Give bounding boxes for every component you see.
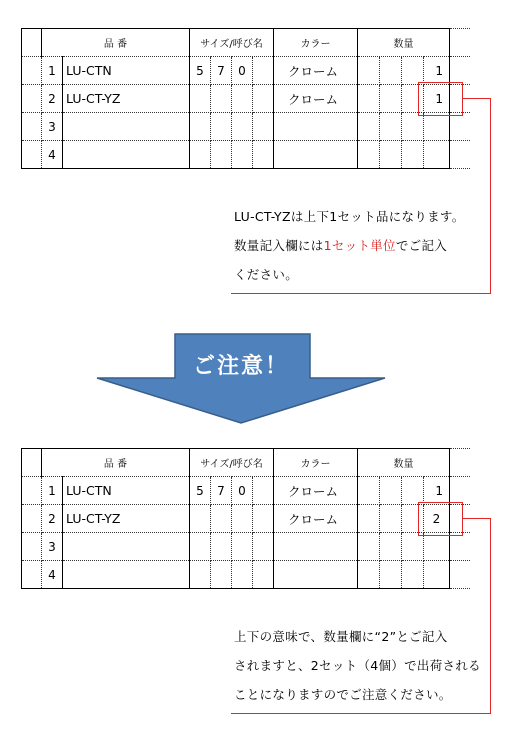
table-row xyxy=(22,113,470,141)
table-row xyxy=(22,533,470,561)
header-color: カラー xyxy=(274,29,358,57)
note-line: されますと、2セット（4個）で出荷される xyxy=(234,658,481,673)
table-row xyxy=(22,85,470,113)
callout-connector xyxy=(462,98,491,99)
quantity-highlight-box xyxy=(418,82,463,116)
size-cell: 7 xyxy=(211,477,232,505)
size-cell: 0 xyxy=(232,477,253,505)
table-row xyxy=(22,477,470,505)
callout-connector xyxy=(231,713,491,714)
size-cell: 5 xyxy=(190,57,211,85)
callout-connector xyxy=(462,518,491,519)
row-number: 1 xyxy=(42,477,63,505)
table-row xyxy=(22,505,470,533)
row-number: 2 xyxy=(42,85,63,113)
header-color: カラー xyxy=(274,449,358,477)
row-number: 4 xyxy=(42,141,63,169)
header-quantity: 数量 xyxy=(358,449,450,477)
note-line: 数量記入欄には1セット単位でご記入 xyxy=(234,238,448,253)
color-cell: クローム xyxy=(274,85,358,113)
size-cell: 0 xyxy=(232,57,253,85)
quantity-cell: 2 xyxy=(424,505,450,533)
product-code: LU-CTN xyxy=(63,477,190,505)
note-line: 上下の意味で、数量欄に“2”とご記入 xyxy=(234,629,448,644)
caution-text: ご注意！ xyxy=(192,354,289,379)
table-header-row xyxy=(22,29,470,57)
table-header-row xyxy=(22,449,470,477)
note-emphasis: 1セット単位 xyxy=(323,238,396,253)
quantity-cell: 1 xyxy=(424,477,450,505)
order-table-after xyxy=(21,448,470,589)
callout-connector xyxy=(231,293,491,294)
row-number: 1 xyxy=(42,57,63,85)
note-line: LU-CT-YZは上下1セット品になります。 xyxy=(234,209,465,224)
size-cell: 5 xyxy=(190,477,211,505)
row-number: 3 xyxy=(42,533,63,561)
note-before xyxy=(234,202,465,289)
product-code: LU-CT-YZ xyxy=(63,85,190,113)
size-cell: 7 xyxy=(211,57,232,85)
color-cell: クローム xyxy=(274,477,358,505)
note-after xyxy=(234,622,481,709)
note-line: ください。 xyxy=(234,267,299,282)
header-product-no: 品 番 xyxy=(42,449,190,477)
header-size: サイズ/呼び名 xyxy=(190,29,274,57)
table-row xyxy=(22,57,470,85)
caution-arrow xyxy=(96,333,386,425)
color-cell: クローム xyxy=(274,505,358,533)
header-quantity: 数量 xyxy=(358,29,450,57)
quantity-highlight-box xyxy=(418,502,463,536)
table-row xyxy=(22,141,470,169)
row-number: 3 xyxy=(42,113,63,141)
product-code: LU-CT-YZ xyxy=(63,505,190,533)
color-cell: クローム xyxy=(274,57,358,85)
header-size: サイズ/呼び名 xyxy=(190,449,274,477)
header-product-no: 品 番 xyxy=(42,29,190,57)
quantity-cell: 1 xyxy=(424,57,450,85)
order-table-before xyxy=(21,28,470,169)
table-row xyxy=(22,561,470,589)
callout-connector xyxy=(490,518,491,714)
row-number: 2 xyxy=(42,505,63,533)
callout-connector xyxy=(490,98,491,294)
row-number: 4 xyxy=(42,561,63,589)
quantity-cell: 1 xyxy=(424,85,450,113)
product-code: LU-CTN xyxy=(63,57,190,85)
note-line: ことになりますのでご注意ください。 xyxy=(234,687,452,702)
